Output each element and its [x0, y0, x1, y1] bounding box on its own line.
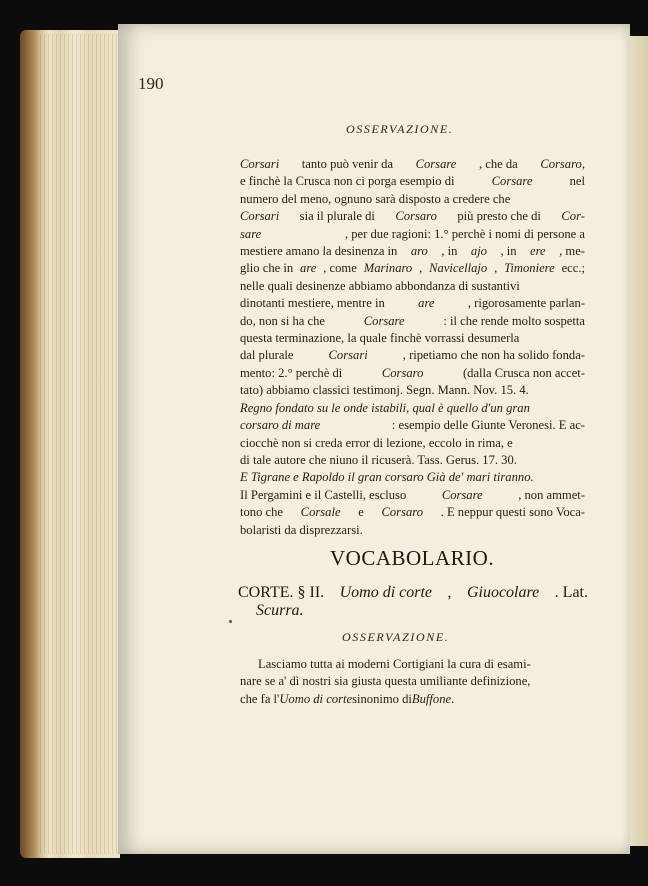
- text-segment: sia il plurale di: [299, 209, 375, 224]
- text-segment: : il che rende molto sospetta: [443, 313, 585, 328]
- text-segment: Corsari: [240, 157, 280, 171]
- text-segment: sare: [240, 226, 262, 241]
- text-segment: Uomo di corte: [279, 691, 353, 706]
- text-segment: numero del meno, ognuno sarà disposto a credere che: [240, 191, 511, 206]
- dictionary-entry-corte: [238, 584, 588, 620]
- text-segment: Corsaro,: [540, 157, 585, 171]
- text-segment: Lasciamo tutta ai moderni Cortigiani la cura di esami-: [258, 657, 531, 671]
- text-line: [240, 673, 585, 690]
- text-line: [240, 330, 585, 347]
- text-segment: , non ammet-: [518, 487, 585, 502]
- text-segment: are: [418, 296, 435, 311]
- text-segment: Cor-: [561, 209, 585, 224]
- page-edge-texture: [40, 34, 118, 854]
- text-line: [240, 313, 585, 330]
- text-segment: Corsare: [491, 174, 533, 189]
- text-segment: ,: [494, 261, 498, 276]
- text-line: [240, 382, 585, 399]
- text-segment: aro: [410, 244, 428, 259]
- text-segment: : esempio delle Giunte Veronesi. E ac-: [391, 418, 585, 433]
- text-segment: dal plurale: [240, 348, 294, 363]
- text-segment: , rigorosamente parlan-: [467, 296, 585, 311]
- text-segment: E Tigrane e Rapoldo il gran corsaro Già de' mari tiranno.: [240, 470, 534, 485]
- text-segment: Il Pergamini e il Castelli, escluso: [240, 487, 407, 502]
- text-segment: , per due ragioni: 1.° perchè i nomi di persone a: [344, 226, 585, 241]
- text-segment: Buffone: [411, 691, 452, 706]
- text-segment: Corsare: [415, 157, 457, 171]
- entry-segment: CORTE. § II.: [238, 584, 325, 601]
- text-segment: tanto può venir da: [301, 157, 394, 171]
- text-line: [240, 156, 585, 173]
- text-segment: tato) abbiamo classici testimonj. Segn. Mann. Nov. 15. 4.: [240, 383, 529, 398]
- text-segment: , ripetiamo che non ha solido fonda-: [402, 348, 585, 363]
- observation-paragraph: [240, 156, 585, 539]
- text-line: [240, 278, 585, 295]
- text-line: [240, 522, 585, 539]
- text-segment: questa terminazione, la quale finchè vorrassi desumerla: [240, 331, 520, 346]
- text-segment: , come: [323, 261, 357, 276]
- text-segment: mento: 2.° perchè di: [240, 365, 343, 380]
- text-line: [240, 226, 585, 243]
- text-line: [240, 452, 585, 469]
- text-segment: Corsari: [328, 348, 368, 363]
- text-segment: nare se a' dì nostri sia giusta questa umiliante definizione,: [240, 674, 531, 689]
- text-segment: nelle quali desinenze abbiamo abbondanza di sustantivi: [240, 278, 520, 293]
- text-line: [240, 191, 585, 208]
- text-segment: , in: [441, 244, 458, 259]
- text-segment: Corsale: [300, 505, 341, 520]
- text-line: [240, 365, 585, 382]
- observation-paragraph-2: [240, 656, 585, 708]
- page-number: 190: [138, 74, 164, 93]
- text-line: [240, 469, 585, 486]
- text-line: [240, 173, 585, 190]
- text-segment: bolaristi da disprezzarsi.: [240, 522, 363, 537]
- margin-mark: [229, 620, 232, 623]
- text-line: [240, 691, 585, 708]
- entry-segment: ,: [447, 584, 452, 601]
- text-segment: Corsare: [363, 313, 405, 328]
- text-segment: corsaro di mare: [240, 418, 321, 433]
- text-segment: che fa l': [240, 691, 280, 706]
- facing-page-edge: [628, 36, 648, 846]
- text-segment: Timoniere: [504, 261, 555, 276]
- text-segment: , che da: [478, 157, 518, 171]
- text-segment: Corsaro: [381, 365, 424, 380]
- text-line: [240, 208, 585, 225]
- text-segment: ere: [530, 244, 546, 259]
- text-segment: ciocchè non si creda error di lezione, eccolo in rima, e: [240, 435, 513, 450]
- text-segment: (dalla Crusca non accet-: [462, 365, 585, 380]
- text-segment: ajo: [470, 244, 487, 259]
- text-line: [240, 504, 585, 521]
- text-segment: Corsare: [441, 487, 483, 502]
- text-segment: Corsari: [240, 209, 280, 224]
- text-segment: e: [358, 505, 364, 520]
- text-segment: Marinaro: [363, 261, 413, 276]
- text-segment: più presto che di: [457, 209, 541, 224]
- section-header-osservazione: OSSERVAZIONE.: [346, 122, 454, 136]
- text-segment: do, non si ha che: [240, 313, 325, 328]
- text-line: [240, 295, 585, 312]
- text-segment: dinotanti mestiere, mentre in: [240, 296, 385, 311]
- text-segment: e finchè la Crusca non ci porga esempio di: [240, 174, 455, 189]
- text-segment: nel: [569, 174, 585, 189]
- text-segment: , me-: [559, 244, 585, 259]
- text-segment: ,: [419, 261, 423, 276]
- text-segment: Regno fondato su le onde istabili, qual è quello d'un gran: [240, 400, 530, 415]
- text-line: [240, 400, 585, 417]
- entry-segment: Giuocolare: [466, 584, 540, 601]
- text-line: [240, 347, 585, 364]
- entry-latin-term: Scurra.: [256, 602, 304, 619]
- text-segment: Navicellajo: [429, 261, 488, 276]
- text-segment: ecc.;: [561, 261, 585, 276]
- text-segment: di tale autore che niuno il ricuserà. Tass. Gerus. 17. 30.: [240, 452, 517, 467]
- entry-segment: . Lat.: [554, 584, 588, 601]
- entry-headword-line: [238, 584, 588, 602]
- text-segment: mestiere amano la desinenza in: [240, 244, 398, 259]
- text-segment: glio che in: [240, 261, 294, 276]
- text-line: [240, 435, 585, 452]
- text-line: [240, 260, 585, 277]
- vocabolario-heading: VOCABOLARIO.: [330, 546, 495, 570]
- text-line: [240, 487, 585, 504]
- text-segment: Corsaro: [395, 209, 437, 224]
- entry-segment: Uomo di corte: [339, 584, 433, 601]
- text-segment: . E neppur questi sono Voca-: [440, 505, 585, 520]
- text-segment: sinonimo di: [352, 691, 412, 706]
- text-segment: , in: [500, 244, 517, 259]
- text-segment: .: [451, 691, 455, 706]
- text-segment: tono che: [240, 505, 284, 520]
- text-segment: are: [300, 261, 317, 276]
- section-header-osservazione-2: OSSERVAZIONE.: [342, 630, 450, 644]
- text-line: [240, 417, 585, 434]
- text-line: [240, 243, 585, 260]
- text-segment: Corsaro: [381, 505, 423, 520]
- text-line: [240, 656, 585, 673]
